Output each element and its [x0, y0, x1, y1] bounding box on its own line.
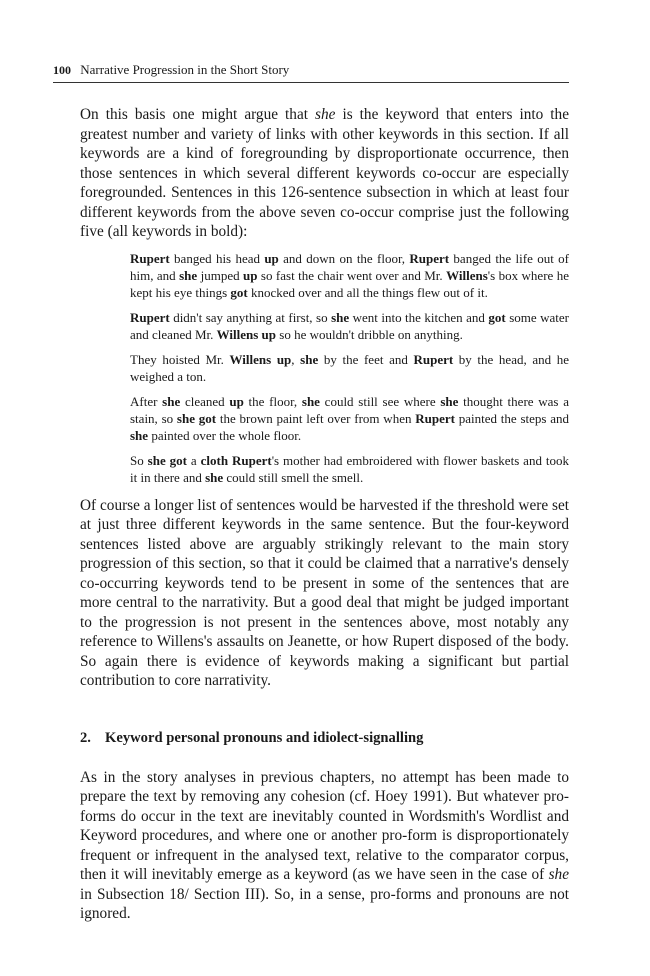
- section-title: Keyword personal pronouns and idiolect-signalling: [105, 729, 424, 746]
- text-run: They hoisted Mr.: [130, 351, 230, 367]
- text-run: 's box where he kept his eye things: [130, 267, 569, 300]
- keyword-bold: Rupert: [130, 309, 170, 325]
- text-run: some water and cleaned Mr.: [130, 309, 569, 342]
- keyword-bold: she: [301, 393, 320, 409]
- text-run: Of course a longer list of sentences would be harvested if the threshold were set at just three different keywords in the same sentence. But the four-keyword sentences listed above are arguably strikingly relevant to the main story progression of this section, so that it could be claimed that a narrative's densely co-occurring keywords tend to be present in some of the sentences that are more central to the narrativity. But a good deal that might be judged important to the progression is not present in the sentences above, most notably any reference to Willens's assaults on Jeanette, or how Rupert disposed of the body. So again there is evidence of keywords making a significant but partial contribution to core narrativity.: [80, 496, 569, 689]
- keyword-bold: Rupert: [413, 351, 454, 367]
- keyword-bold: she: [130, 427, 149, 443]
- keyword-bold: got: [488, 309, 506, 325]
- keyword-bold: she got: [147, 452, 187, 468]
- quoted-sentence: [130, 250, 569, 301]
- running-header: [53, 62, 569, 83]
- paragraph-discussion: [80, 496, 569, 691]
- text-run: banged the life out of him, and: [130, 250, 569, 283]
- text-run: banged his head: [169, 250, 265, 266]
- keyword-bold: she: [440, 393, 459, 409]
- quoted-sentence: [130, 309, 569, 343]
- page-body: [80, 105, 569, 924]
- text-run: is the keyword that enters into the greatest number and variety of links with other keywords in this section. If all keywords are a kind of foregrounding by disproportionate occurrence, then those sentences in which several different keywords co-occur are especially foregrounded. Sentences in this 126-sentence subsection in which at least four different keywords from the above seven co-occur comprise just the following five (all keywords in bold):: [80, 106, 569, 240]
- text-run: so fast the chair went over and Mr.: [257, 267, 447, 283]
- text-run: cleaned: [180, 393, 230, 409]
- text-run: the floor,: [243, 393, 302, 409]
- text-run: knocked over and all the things flew out of it.: [247, 284, 488, 300]
- section-number: 2.: [80, 729, 91, 746]
- keyword-bold: she: [300, 351, 319, 367]
- keyword-bold: Rupert: [415, 410, 455, 426]
- emphasis-italic: she: [315, 106, 336, 123]
- keyword-bold: Rupert: [409, 250, 450, 266]
- text-run: After: [130, 393, 163, 409]
- text-run: thought there was a stain, so: [130, 393, 569, 426]
- keyword-bold: Willens: [446, 267, 488, 283]
- text-run: could still see where: [319, 393, 441, 409]
- text-run: by the feet and: [318, 351, 414, 367]
- keyword-bold: she: [331, 309, 350, 325]
- text-run: So: [130, 452, 148, 468]
- text-run: painted over the whole floor.: [148, 427, 302, 443]
- keyword-bold: up: [229, 393, 244, 409]
- paragraph-intro: [80, 105, 569, 242]
- keyword-bold: she got: [176, 410, 217, 426]
- section-heading: [80, 729, 569, 748]
- emphasis-italic: she: [548, 866, 569, 883]
- keyword-bold: up: [243, 267, 258, 283]
- text-run: jumped: [197, 267, 244, 283]
- quoted-sentence: [130, 393, 569, 444]
- paragraph-pronouns: [80, 768, 569, 924]
- text-run: painted the steps and: [454, 410, 569, 426]
- text-run: On this basis one might argue that: [80, 106, 316, 123]
- text-run: didn't say anything at first, so: [169, 309, 332, 325]
- text-run: went into the kitchen and: [349, 309, 489, 325]
- page-number: 100: [53, 63, 71, 77]
- text-run: As in the story analyses in previous chapters, no attempt has been made to prepare the text by removing any cohesion (cf. Hoey 1991). But whatever pro-forms do occur in the text are inevitably counted in Wordsmith's Wordlist and Keyword procedures, and where one or another pro-form is disproportionately frequent or infrequent in the analysed text, relative to the comparator corpus, then it will inevitably emerge as a keyword (as we have seen in the case of: [80, 768, 569, 883]
- text-run: 's mother had embroidered with flower baskets and took it in there and: [130, 452, 569, 485]
- quoted-sentence: [130, 452, 569, 486]
- text-run: ,: [291, 351, 301, 367]
- keyword-bold: she: [179, 267, 198, 283]
- quoted-sentences: [130, 250, 569, 486]
- text-run: and down on the floor,: [278, 250, 410, 266]
- quoted-sentence: [130, 351, 569, 385]
- keyword-bold: she: [162, 393, 181, 409]
- text-run: in Subsection 18/ Section III). So, in a sense, pro-forms and pronouns are not ignored.: [80, 885, 569, 922]
- keyword-bold: she: [205, 469, 224, 485]
- text-run: a: [186, 452, 201, 468]
- text-run: could still smell the smell.: [223, 469, 364, 485]
- keyword-bold: cloth Rupert: [200, 452, 272, 468]
- text-run: by the head, and he weighed a ton.: [130, 351, 569, 384]
- keyword-bold: Willens up: [229, 351, 292, 367]
- keyword-bold: got: [230, 284, 248, 300]
- text-run: so he wouldn't dribble on anything.: [276, 326, 463, 342]
- text-run: the brown paint left over from when: [216, 410, 416, 426]
- keyword-bold: up: [264, 250, 279, 266]
- running-title: Narrative Progression in the Short Story: [80, 62, 290, 77]
- keyword-bold: Willens up: [216, 326, 277, 342]
- keyword-bold: Rupert: [130, 250, 170, 266]
